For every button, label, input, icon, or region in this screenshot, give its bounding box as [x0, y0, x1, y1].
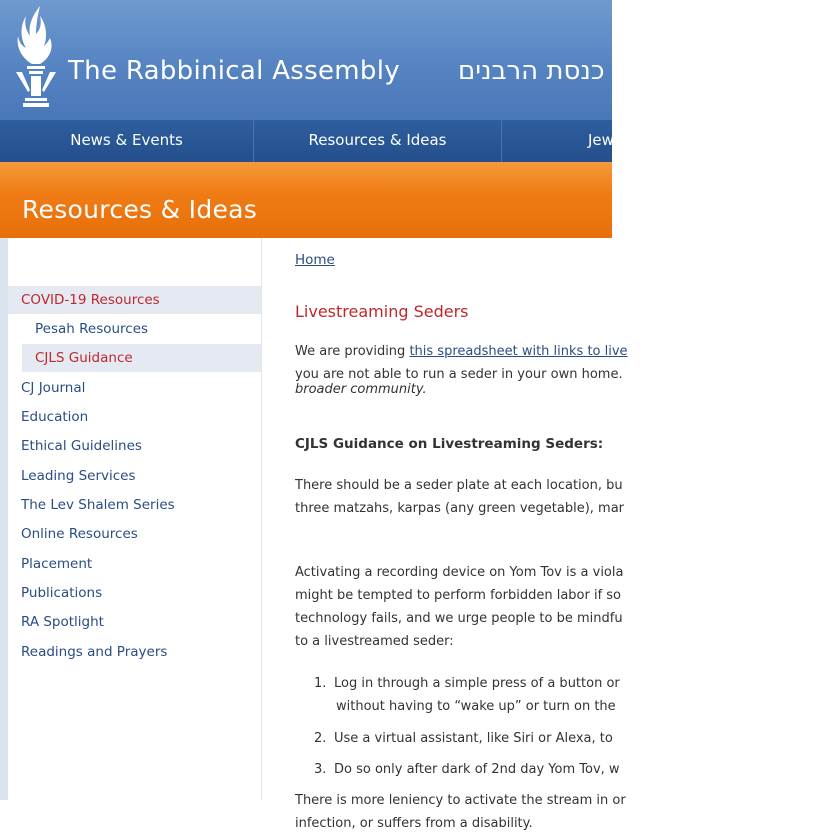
section-banner [0, 162, 612, 238]
sidebar-strip [0, 238, 8, 800]
sidebar-item-cjls-guidance[interactable]: CJLS Guidance [22, 344, 261, 372]
list-item-text: Use a virtual assistant, like Siri or Alexa, to [334, 731, 613, 746]
paragraph-2-line-3: technology fails, and we urge people to be mindfu [295, 611, 623, 626]
list-item-number: 2. [314, 731, 327, 746]
paragraph-2-line-4: to a livestreamed seder: [295, 634, 454, 649]
sidebar-item-ra-spotlight[interactable]: RA Spotlight [21, 614, 104, 630]
paragraph-3-line-2: infection, or suffers from a disability. [295, 816, 533, 831]
page-title: Livestreaming Seders [295, 302, 469, 321]
main-content [262, 238, 628, 831]
section-banner-title: Resources & Ideas [22, 195, 258, 224]
intro-line-2: you are not able to run a seder in your own home. [295, 367, 623, 382]
list-item [314, 673, 620, 695]
list-item-number: 3. [314, 762, 327, 777]
sidebar-item-online-resources[interactable]: Online Resources [21, 526, 138, 542]
list-item-number: 1. [314, 676, 327, 691]
sidebar-item-placement[interactable]: Placement [21, 556, 93, 572]
nav-news-events[interactable]: News & Events [0, 120, 254, 162]
sidebar-item-ethical-guidelines[interactable]: Ethical Guidelines [21, 438, 142, 454]
sidebar-item-education[interactable]: Education [21, 409, 89, 425]
sidebar-item-cj-journal[interactable]: CJ Journal [21, 380, 86, 396]
main-nav [0, 120, 612, 162]
spreadsheet-link[interactable]: this spreadsheet with links to live [409, 344, 628, 359]
nav-jewish[interactable]: Jew [588, 131, 614, 149]
hebrew-site-title: כנסת הרבנים [458, 56, 605, 86]
intro-line-1 [295, 340, 815, 363]
site-title[interactable]: The Rabbinical Assembly [68, 56, 400, 86]
sidebar-item-readings-and-prayers[interactable]: Readings and Prayers [21, 644, 168, 660]
list-item-continuation: without having to “wake up” or turn on the [336, 699, 616, 714]
flame-menorah-logo-icon[interactable] [10, 2, 62, 114]
nav-resources-ideas[interactable]: Resources & Ideas [254, 120, 502, 162]
intro-text: We are providing [295, 344, 410, 359]
paragraph-3-line-1: There is more leniency to activate the stream in or [295, 793, 626, 808]
paragraph-1-line-2: three matzahs, karpas (any green vegetable), mar [295, 501, 625, 516]
list-item [314, 728, 613, 750]
intro-line-3: broader community. [295, 382, 427, 397]
sidebar-item-publications[interactable]: Publications [21, 585, 103, 601]
list-item [314, 759, 620, 781]
paragraph-2-line-1: Activating a recording device on Yom Tov is a viola [295, 565, 624, 580]
breadcrumb-home-link[interactable]: Home [295, 252, 335, 268]
paragraph-1-line-1: There should be a seder plate at each location, bu [295, 478, 623, 493]
sidebar-item-lev-shalem-series[interactable]: The Lev Shalem Series [21, 497, 175, 513]
sidebar-item-leading-services[interactable]: Leading Services [21, 468, 136, 484]
sidebar-item-pesah-resources[interactable]: Pesah Resources [35, 321, 149, 337]
site-header [0, 0, 612, 120]
sidebar [0, 238, 262, 800]
section-heading: CJLS Guidance on Livestreaming Seders: [295, 436, 604, 452]
paragraph-2-line-2: might be tempted to perform forbidden labor if so [295, 588, 622, 603]
list-item-text: Log in through a simple press of a button or [334, 676, 620, 691]
sidebar-item-covid-19-resources[interactable]: COVID-19 Resources [8, 286, 261, 314]
list-item-text: Do so only after dark of 2nd day Yom Tov, w [334, 762, 620, 777]
